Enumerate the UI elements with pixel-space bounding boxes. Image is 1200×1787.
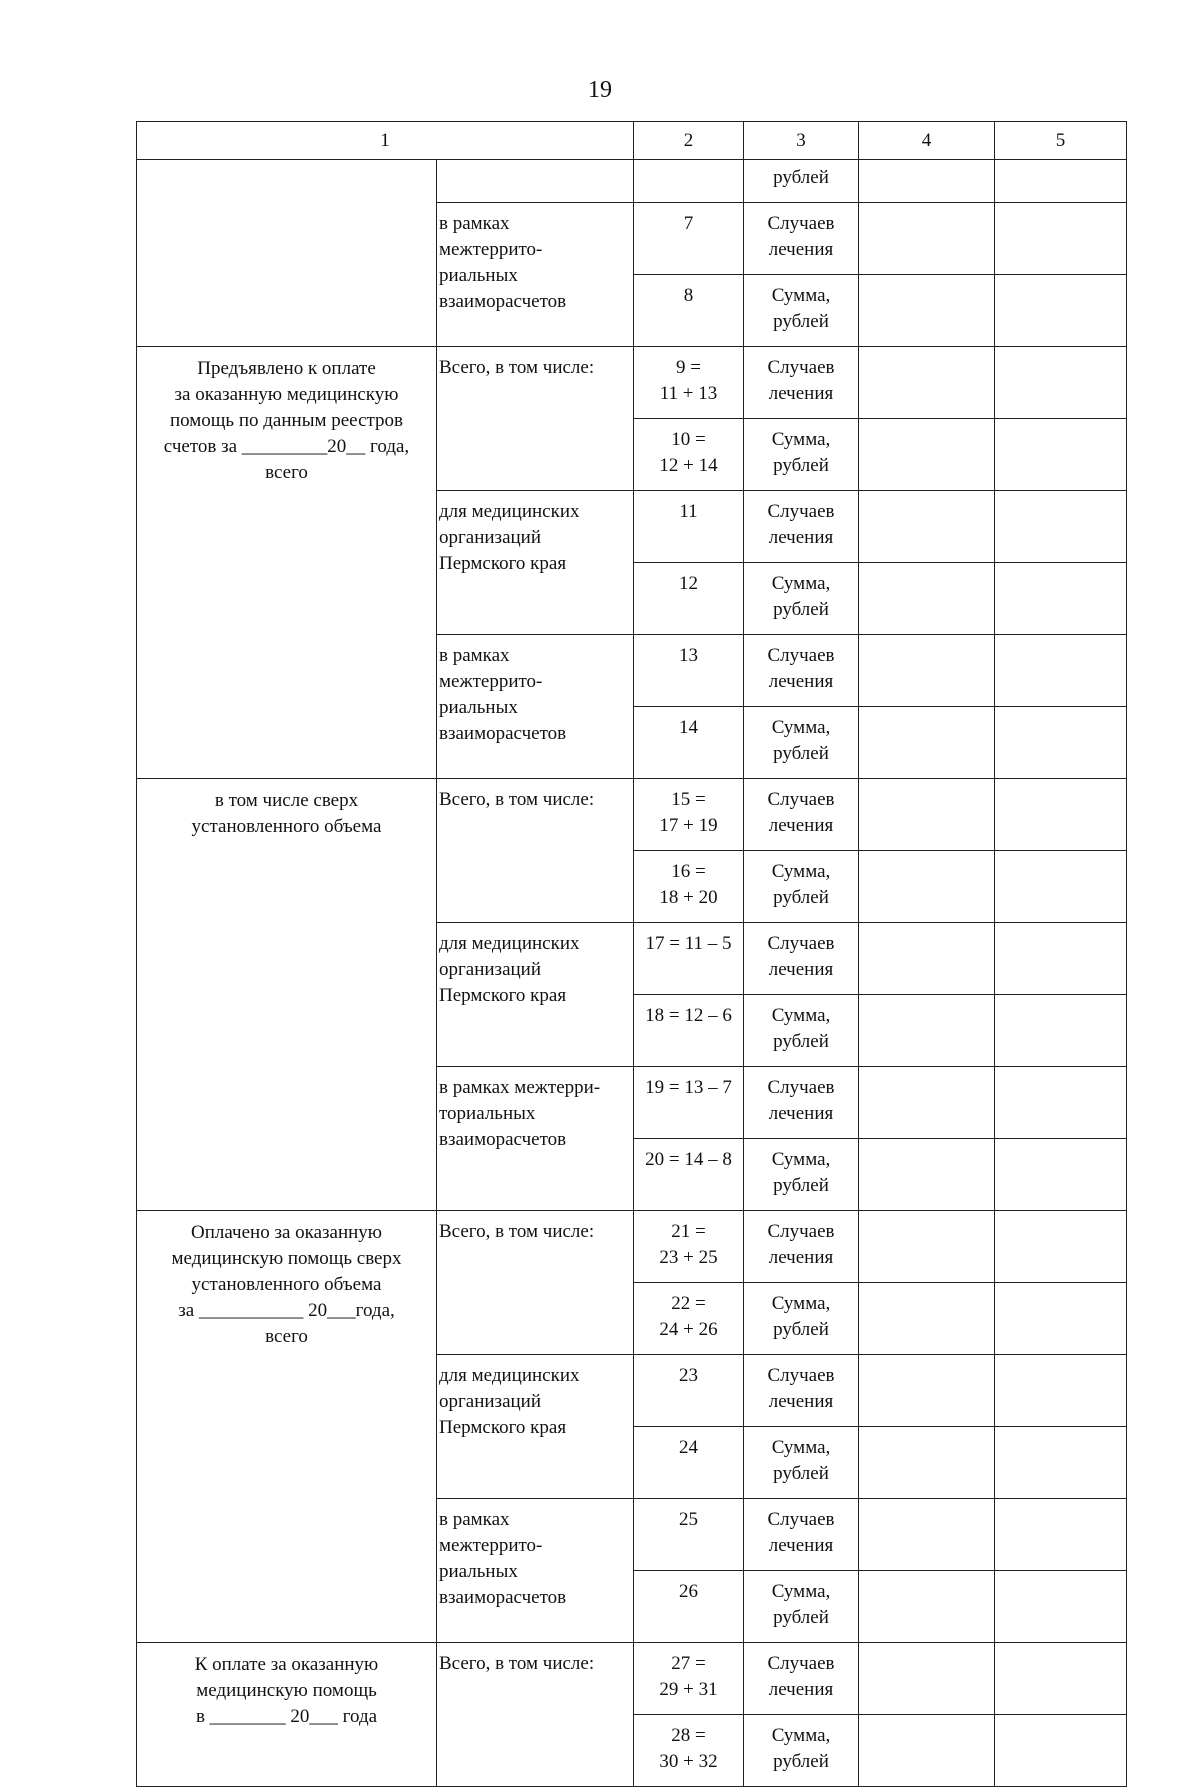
row-number: 27 = 29 + 31	[634, 1643, 744, 1715]
value-cell	[859, 1499, 995, 1571]
value-cell	[859, 203, 995, 275]
value-cell	[995, 995, 1127, 1067]
row-unit: Сумма, рублей	[744, 1427, 859, 1499]
value-cell	[859, 1211, 995, 1283]
row-number: 15 = 17 + 19	[634, 779, 744, 851]
row-unit: Сумма, рублей	[744, 851, 859, 923]
row-unit: Случаев лечения	[744, 779, 859, 851]
category-label: Оплачено за оказанную медицинскую помощь сверх установленного объема за ___________ 20___года, всего	[137, 1211, 437, 1643]
row-unit: Сумма, рублей	[744, 563, 859, 635]
value-cell	[859, 1643, 995, 1715]
row-unit: Случаев лечения	[744, 923, 859, 995]
row-number: 26	[634, 1571, 744, 1643]
subcategory-label: в рамках межтеррито- риальных взаиморасчетов	[437, 203, 634, 347]
header-col-1: 1	[137, 122, 634, 160]
row-number: 7	[634, 203, 744, 275]
value-cell	[859, 995, 995, 1067]
value-cell	[859, 923, 995, 995]
value-cell	[995, 347, 1127, 419]
row-unit: Случаев лечения	[744, 1211, 859, 1283]
row-unit: рублей	[744, 160, 859, 203]
header-row	[137, 122, 1127, 160]
header-col-5: 5	[995, 122, 1127, 160]
value-cell	[995, 1715, 1127, 1787]
header-col-3: 3	[744, 122, 859, 160]
row-unit: Сумма, рублей	[744, 419, 859, 491]
value-cell	[859, 491, 995, 563]
row-unit: Сумма, рублей	[744, 1139, 859, 1211]
value-cell	[995, 1355, 1127, 1427]
value-cell	[995, 1571, 1127, 1643]
row-number: 9 = 11 + 13	[634, 347, 744, 419]
value-cell	[995, 851, 1127, 923]
value-cell	[995, 1427, 1127, 1499]
row-number: 12	[634, 563, 744, 635]
value-cell	[995, 419, 1127, 491]
row-number: 22 = 24 + 26	[634, 1283, 744, 1355]
row-unit: Случаев лечения	[744, 1067, 859, 1139]
report-table	[136, 121, 1127, 1787]
row-unit: Сумма, рублей	[744, 1715, 859, 1787]
category-label: в том числе сверх установленного объема	[137, 779, 437, 1211]
value-cell	[859, 851, 995, 923]
subcategory-label: для медицинских организаций Пермского края	[437, 491, 634, 635]
row-number: 11	[634, 491, 744, 563]
subcategory-label: Всего, в том числе:	[437, 347, 634, 491]
table-row	[137, 160, 1127, 203]
row-number: 20 = 14 – 8	[634, 1139, 744, 1211]
value-cell	[995, 1283, 1127, 1355]
category-label: Предъявлено к оплате за оказанную медицинскую помощь по данным реестров счетов за _________20__ года, всего	[137, 347, 437, 779]
row-number: 19 = 13 – 7	[634, 1067, 744, 1139]
value-cell	[995, 203, 1127, 275]
value-cell	[995, 1211, 1127, 1283]
empty-cell	[437, 160, 634, 203]
empty-cell	[137, 160, 437, 347]
value-cell	[859, 707, 995, 779]
value-cell	[995, 707, 1127, 779]
row-unit: Случаев лечения	[744, 1499, 859, 1571]
subcategory-label: Всего, в том числе:	[437, 779, 634, 923]
subcategory-label: для медицинских организаций Пермского края	[437, 923, 634, 1067]
row-unit: Случаев лечения	[744, 491, 859, 563]
category-label: К оплате за оказанную медицинскую помощь в ________ 20___ года	[137, 1643, 437, 1787]
row-number: 23	[634, 1355, 744, 1427]
subcategory-label: в рамках межтеррито- риальных взаиморасчетов	[437, 635, 634, 779]
row-number: 17 = 11 – 5	[634, 923, 744, 995]
row-number: 21 = 23 + 25	[634, 1211, 744, 1283]
row-number: 16 = 18 + 20	[634, 851, 744, 923]
value-cell	[995, 1139, 1127, 1211]
row-number: 10 = 12 + 14	[634, 419, 744, 491]
row-unit: Случаев лечения	[744, 1355, 859, 1427]
value-cell	[995, 1067, 1127, 1139]
header-col-2: 2	[634, 122, 744, 160]
value-cell	[859, 1139, 995, 1211]
row-number: 18 = 12 – 6	[634, 995, 744, 1067]
subcategory-label: Всего, в том числе:	[437, 1211, 634, 1355]
row-unit: Случаев лечения	[744, 635, 859, 707]
subcategory-label: для медицинских организаций Пермского края	[437, 1355, 634, 1499]
row-unit: Случаев лечения	[744, 347, 859, 419]
row-unit: Сумма, рублей	[744, 275, 859, 347]
value-cell	[859, 1355, 995, 1427]
value-cell	[859, 1427, 995, 1499]
row-unit: Сумма, рублей	[744, 995, 859, 1067]
value-cell	[995, 491, 1127, 563]
value-cell	[995, 563, 1127, 635]
row-number: 13	[634, 635, 744, 707]
value-cell	[859, 419, 995, 491]
row-unit: Случаев лечения	[744, 1643, 859, 1715]
subcategory-label: в рамках межтерри- ториальных взаиморасчетов	[437, 1067, 634, 1211]
table-row	[137, 779, 1127, 851]
empty-cell	[634, 160, 744, 203]
row-unit: Сумма, рублей	[744, 1571, 859, 1643]
header-col-4: 4	[859, 122, 995, 160]
value-cell	[995, 1499, 1127, 1571]
row-number: 14	[634, 707, 744, 779]
row-unit: Сумма, рублей	[744, 707, 859, 779]
row-number: 25	[634, 1499, 744, 1571]
row-unit: Сумма, рублей	[744, 1283, 859, 1355]
value-cell	[859, 635, 995, 707]
value-cell	[859, 275, 995, 347]
value-cell	[859, 1715, 995, 1787]
subcategory-label: Всего, в том числе:	[437, 1643, 634, 1787]
row-unit: Случаев лечения	[744, 203, 859, 275]
value-cell	[995, 1643, 1127, 1715]
table-row	[137, 1643, 1127, 1715]
row-number: 24	[634, 1427, 744, 1499]
table-row	[137, 1211, 1127, 1283]
subcategory-label: в рамках межтеррито- риальных взаиморасчетов	[437, 1499, 634, 1643]
value-cell	[859, 563, 995, 635]
value-cell	[859, 347, 995, 419]
value-cell	[859, 1067, 995, 1139]
value-cell	[995, 635, 1127, 707]
value-cell	[995, 275, 1127, 347]
table-row	[137, 347, 1127, 419]
value-cell	[859, 779, 995, 851]
value-cell	[859, 160, 995, 203]
row-number: 8	[634, 275, 744, 347]
row-number: 28 = 30 + 32	[634, 1715, 744, 1787]
value-cell	[995, 160, 1127, 203]
value-cell	[859, 1283, 995, 1355]
value-cell	[995, 779, 1127, 851]
value-cell	[995, 923, 1127, 995]
value-cell	[859, 1571, 995, 1643]
page-number: 19	[588, 77, 612, 103]
